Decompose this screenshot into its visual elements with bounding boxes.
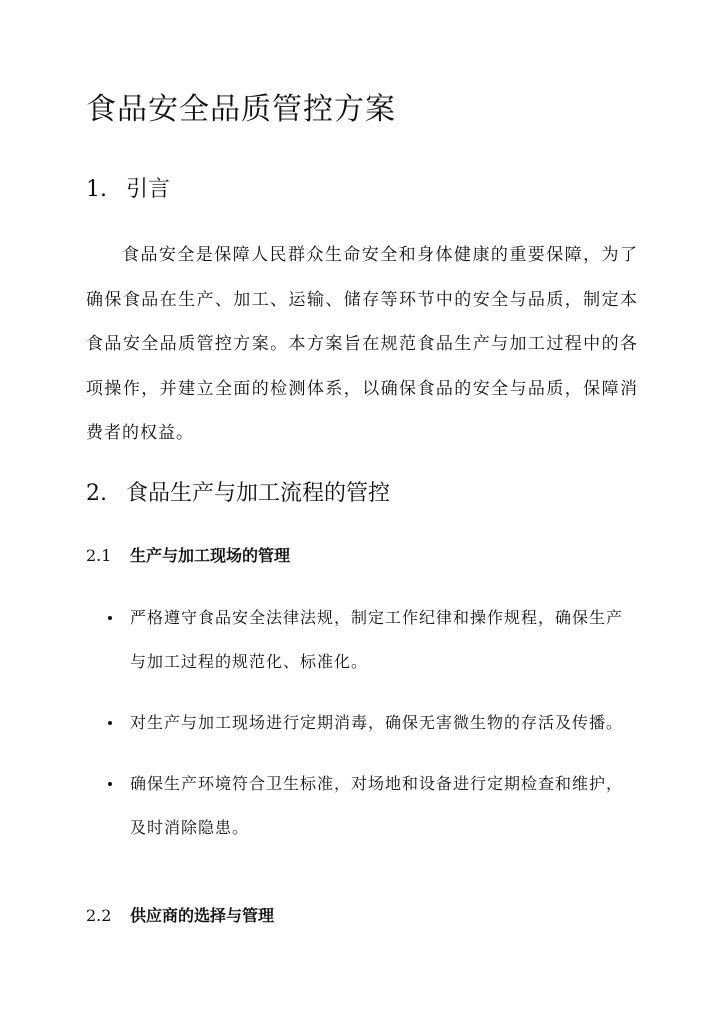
section-number: 1. bbox=[86, 177, 107, 202]
subsection-heading-suppliers bbox=[86, 903, 274, 926]
subsection-number: 2.2 bbox=[86, 906, 112, 925]
subsection-number: 2.1 bbox=[86, 546, 112, 565]
list-item-text: 确保生产环境符合卫生标准，对场地和设备进行定期检查和维护，及时消除隐患。 bbox=[130, 774, 624, 837]
subsection-title: 供应商的选择与管理 bbox=[130, 906, 275, 925]
intro-paragraph: 食品安全是保障人民群众生命安全和身体健康的重要保障，为了确保食品在生产、加工、运输、储存等环节中的安全与品质，制定本食品安全品质管控方案。本方案旨在规范食品生产与加工过程中的各项操作，并建立全面的检测体系，以确保食品的安全与品质，保障消费者的权益。 bbox=[86, 245, 638, 443]
document-title: 食品安全品质管控方案 bbox=[86, 92, 396, 127]
section-heading-intro bbox=[86, 172, 170, 203]
list-item-text: 严格遵守食品安全法律法规，制定工作纪律和操作规程，确保生产与加工过程的规范化、标准化。 bbox=[130, 608, 624, 671]
list-item bbox=[86, 701, 638, 745]
list-item-text: 对生产与加工现场进行定期消毒，确保无害微生物的存活及传播。 bbox=[130, 713, 624, 732]
list-item bbox=[86, 596, 638, 684]
bullet-list bbox=[86, 596, 638, 867]
section-title: 引言 bbox=[126, 177, 171, 202]
section-heading-process bbox=[86, 476, 390, 507]
subsection-title: 生产与加工现场的管理 bbox=[130, 546, 291, 565]
section-title: 食品生产与加工流程的管控 bbox=[126, 481, 391, 506]
bullet-dot-icon bbox=[108, 721, 112, 725]
subsection-heading-site bbox=[86, 543, 290, 566]
section-number: 2. bbox=[86, 481, 107, 506]
bullet-dot-icon bbox=[108, 782, 112, 786]
list-item bbox=[86, 762, 638, 850]
bullet-dot-icon bbox=[108, 616, 112, 620]
